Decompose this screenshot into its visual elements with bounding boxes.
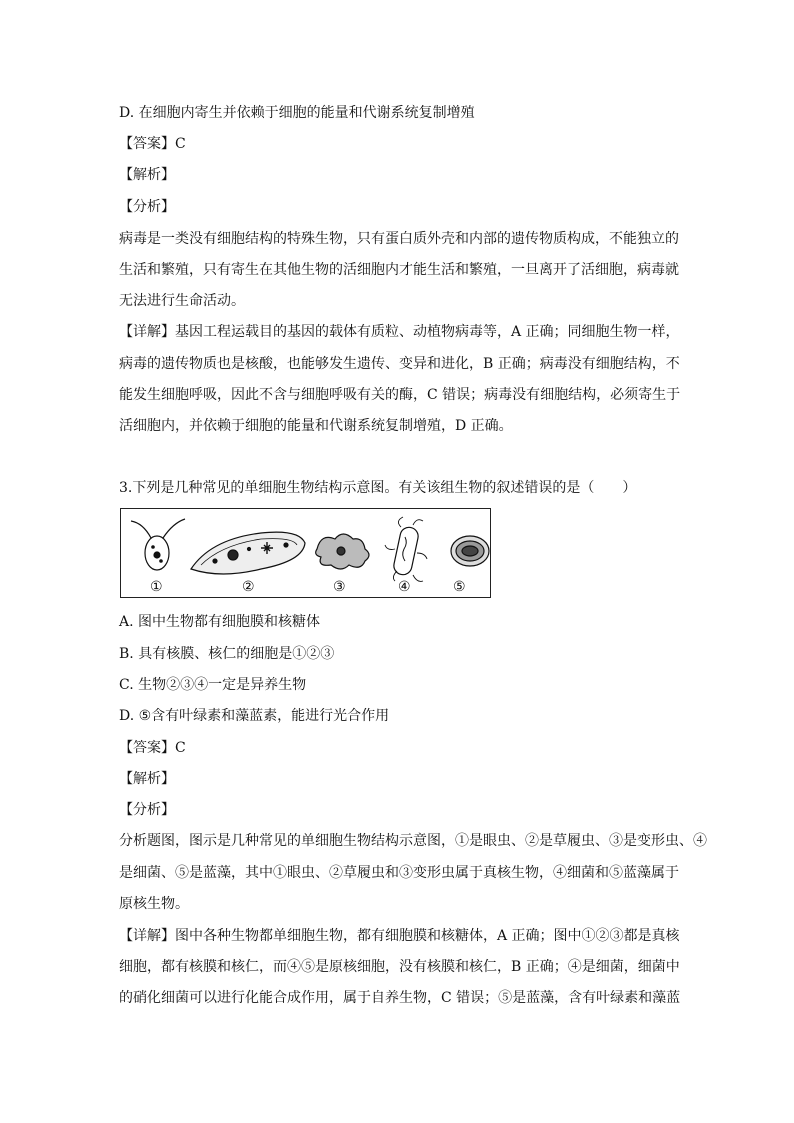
q3-fenxi-line: 是细菌、⑤是蓝藻，其中①眼虫、②草履虫和③变形虫属于真核生物，④细菌和⑤蓝藻属于 bbox=[119, 865, 679, 881]
q3-fenxi-line: 分析题图，图示是几种常见的单细胞生物结构示意图，①是眼虫、②是草履虫、③是变形虫、④ bbox=[119, 833, 707, 849]
q3-option-c: C. 生物②③④一定是异养生物 bbox=[119, 677, 307, 693]
organism-illustration bbox=[121, 509, 492, 599]
q3-option-a: A. 图中生物都有细胞膜和核糖体 bbox=[119, 614, 321, 630]
q3-detail-line: 【详解】图中各种生物都单细胞生物，都有细胞膜和核糖体，A 正确；图中①②③都是真核 bbox=[119, 928, 680, 944]
bacterium-drawing bbox=[385, 517, 427, 581]
q2-detail-line: 【详解】基因工程运载目的基因的载体有质粒、动植物病毒等，A 正确；同细胞生物一样， bbox=[119, 324, 680, 340]
amoeba-drawing bbox=[316, 534, 369, 569]
figure-label-2: ② bbox=[242, 579, 255, 595]
q2-fenxi-heading: 【分析】 bbox=[119, 199, 175, 215]
figure-label-1: ① bbox=[150, 579, 163, 595]
q3-option-b: B. 具有核膜、核仁的细胞是①②③ bbox=[119, 646, 335, 662]
q2-fenxi-line: 无法进行生命活动。 bbox=[119, 293, 245, 309]
q3-answer: 【答案】C bbox=[119, 740, 186, 756]
q2-option-d: D. 在细胞内寄生并依赖于细胞的能量和代谢系统复制增殖 bbox=[119, 105, 475, 121]
q3-analysis-heading: 【解析】 bbox=[119, 771, 175, 787]
q2-detail-line: 活细胞内，并依赖于细胞的能量和代谢系统复制增殖，D 正确。 bbox=[119, 418, 513, 434]
q2-detail-line: 病毒的遗传物质也是核酸，也能够发生遗传、变异和进化，B 正确；病毒没有细胞结构，不 bbox=[119, 356, 680, 372]
q2-answer: 【答案】C bbox=[119, 136, 186, 152]
q3-option-d: D. ⑤含有叶绿素和藻蓝素，能进行光合作用 bbox=[119, 708, 390, 724]
q3-fenxi-line: 原核生物。 bbox=[119, 896, 189, 912]
q2-analysis-heading: 【解析】 bbox=[119, 167, 175, 183]
q3-detail-line: 的硝化细菌可以进行化能合成作用，属于自养生物，C 错误；⑤是蓝藻，含有叶绿素和藻蓝 bbox=[119, 990, 681, 1006]
figure-label-5: ⑤ bbox=[453, 579, 466, 595]
figure-label-3: ③ bbox=[333, 579, 346, 595]
q3-detail-line: 细胞，都有核膜和核仁，而④⑤是原核细胞，没有核膜和核仁，B 正确；④是细菌，细菌中 bbox=[119, 959, 680, 975]
q3-stem: 3.下列是几种常见的单细胞生物结构示意图。有关该组生物的叙述错误的是（ ） bbox=[119, 480, 637, 496]
q2-detail-line: 能发生细胞呼吸，因此不含与细胞呼吸有关的酶，C 错误；病毒没有细胞结构，必须寄生于 bbox=[119, 387, 681, 403]
organism-figure bbox=[120, 508, 491, 598]
q3-fenxi-heading: 【分析】 bbox=[119, 802, 175, 818]
cyanobacterium-drawing bbox=[451, 536, 489, 566]
figure-label-4: ④ bbox=[398, 579, 411, 595]
q2-fenxi-line: 病毒是一类没有细胞结构的特殊生物，只有蛋白质外壳和内部的遗传物质构成，不能独立的 bbox=[119, 231, 679, 247]
paramecium-drawing bbox=[191, 532, 305, 574]
q2-fenxi-line: 生活和繁殖，只有寄生在其他生物的活细胞内才能生活和繁殖，一旦离开了活细胞，病毒就 bbox=[119, 262, 679, 278]
euglena-drawing bbox=[131, 519, 185, 570]
